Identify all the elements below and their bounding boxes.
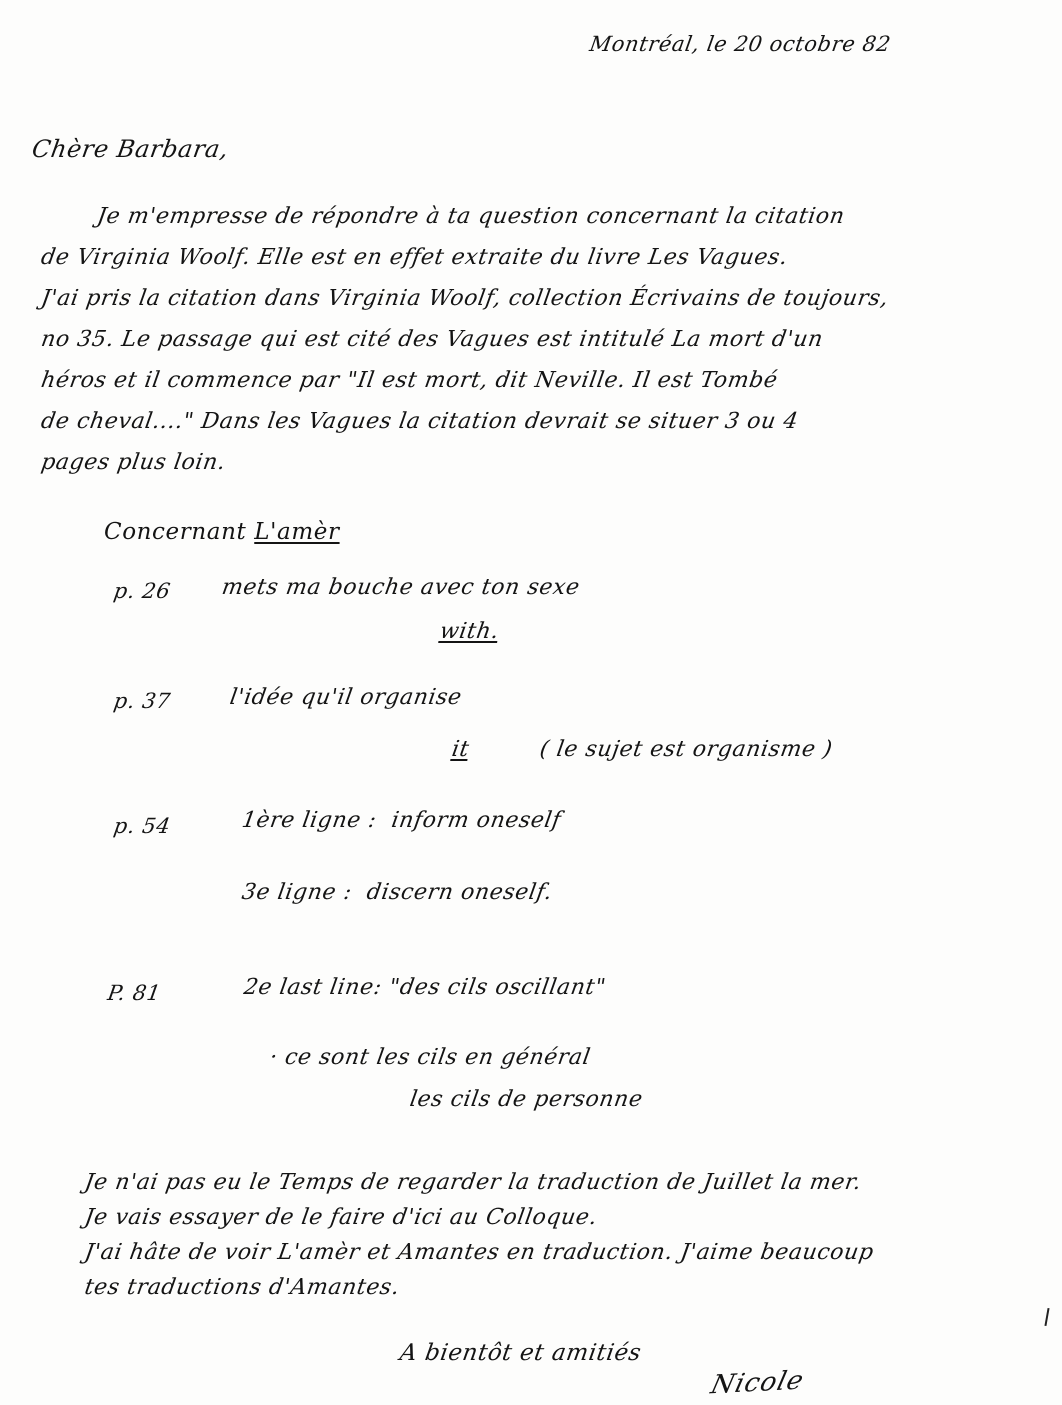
paragraph-body (38, 196, 891, 483)
section-heading (104, 519, 340, 545)
paragraph-line: Je m'empresse de répondre à ta question concernant la citation (95, 204, 847, 229)
signature: Nicole (707, 1365, 808, 1401)
entry-text-line-1: l'idée qu'il organise (228, 685, 464, 710)
paragraph-line: de Virginia Woolf. Elle est en effet extraite du livre Les Vagues. (39, 245, 790, 270)
section-heading-work-title: L'amèr (254, 519, 340, 545)
date-line: Montréal, le 20 octobre 82 (588, 32, 893, 56)
closing-line: tes traductions d'Amantes. (82, 1275, 402, 1300)
entry-text-line-2: 3e ligne : discern oneself. (240, 880, 555, 905)
margin-mark (1044, 1308, 1049, 1326)
closing-paragraph (82, 1165, 876, 1305)
signoff-line: A bientôt et amitiés (398, 1340, 644, 1366)
entry-text-line-1: 1ère ligne : inform oneself (240, 808, 563, 833)
paragraph-line: J'ai pris la citation dans Virginia Woolf, collection Écrivains de toujours, (39, 286, 891, 311)
entry-text-line-2: with. (438, 619, 501, 644)
paragraph-line: pages plus loin. (39, 450, 228, 475)
entry-text-line-3: les cils de personne (408, 1087, 645, 1112)
entry-text-line-2: · ce sont les cils en général (268, 1045, 593, 1070)
closing-line: Je n'ai pas eu le Temps de regarder la traduction de Juillet la mer. (82, 1170, 864, 1195)
entry-note: ( le sujet est organisme ) (538, 737, 835, 762)
closing-line: J'ai hâte de voir L'amèr et Amantes en traduction. J'aime beaucoup (82, 1240, 876, 1265)
entry-page-number: P. 81 (106, 981, 163, 1005)
entry-page-number: p. 26 (112, 579, 173, 603)
entry-text-line-2: it (450, 737, 472, 762)
paragraph-line: héros et il commence par "Il est mort, dit Neville. Il est Tombé (39, 368, 780, 393)
paragraph-line: no 35. Le passage qui est cité des Vagues est intitulé La mort d'un (39, 327, 825, 352)
entry-page-number: p. 37 (112, 689, 173, 713)
entry-text-line-1: mets ma bouche avec ton sexe (220, 575, 582, 600)
paragraph-line: de cheval...." Dans les Vagues la citation devrait se situer 3 ou 4 (39, 409, 801, 434)
section-heading-prefix: Concernant (104, 519, 255, 545)
salutation: Chère Barbara, (30, 135, 231, 163)
entry-text-line-1: 2e last line: "des cils oscillant" (242, 975, 608, 1000)
entry-page-number: p. 54 (112, 814, 173, 838)
closing-line: Je vais essayer de le faire d'ici au Colloque. (82, 1205, 600, 1230)
